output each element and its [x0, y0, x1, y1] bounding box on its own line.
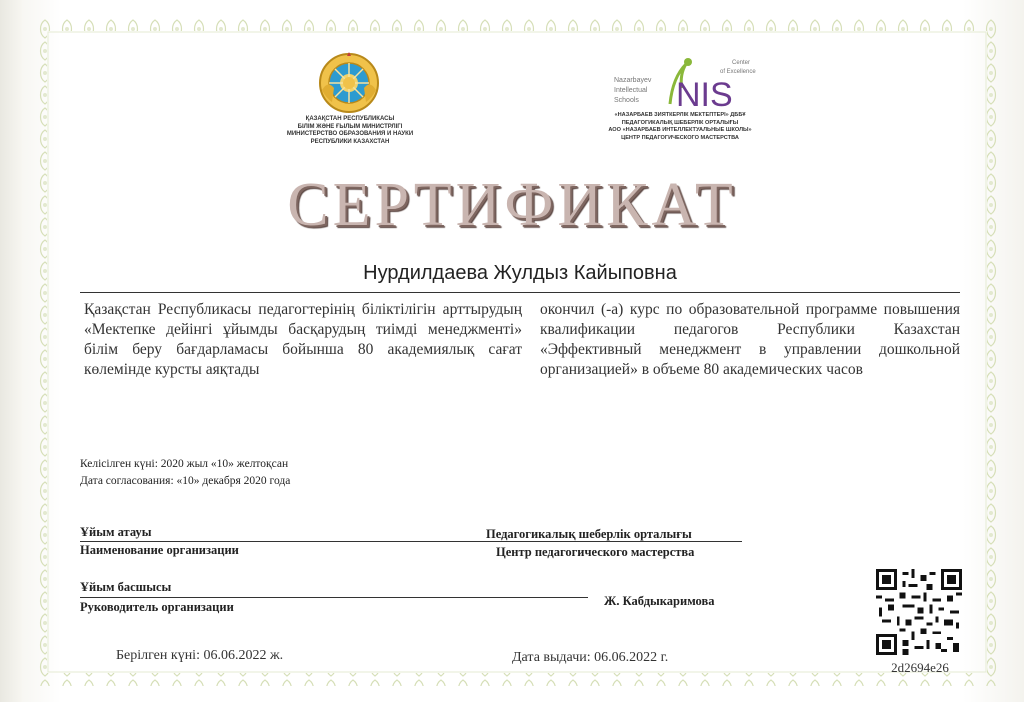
issue-date-kz: Берілген күні: 06.06.2022 ж. — [116, 648, 284, 663]
paper-edge — [0, 0, 22, 702]
ministry-line: МИНИСТЕРСТВО ОБРАЗОВАНИЯ И НАУКИ — [286, 131, 414, 137]
kazakhstan-emblem-icon — [318, 52, 380, 114]
issue-date-ru: Дата выдачи: 06.06.2022 г. — [512, 650, 669, 665]
nis-logo-big-text: NIS — [676, 76, 733, 112]
nis-center-text: Center — [732, 60, 751, 66]
qr-code-icon — [876, 569, 962, 655]
organization-value-ru: Центр педагогического мастерства — [496, 545, 695, 559]
organization-label-ru: Наименование организации — [80, 543, 239, 557]
organization-value-kz: Педагогикалық шеберлік орталығы — [486, 527, 692, 541]
ministry-line: РЕСПУБЛИКИ КАЗАХСТАН — [310, 138, 390, 145]
ministry-line: ҚАЗАҚСТАН РЕСПУБЛИКАСЫ — [305, 116, 395, 122]
ministry-line: БІЛІМ ЖӘНЕ ҒЫЛЫМ МИНИСТРЛІГІ — [297, 123, 403, 130]
ministry-caption — [270, 116, 430, 146]
nis-caption-line: ПЕДАГОГИКАЛЫҚ ШЕБЕРЛІК ОРТАЛЫҒЫ — [621, 119, 739, 126]
course-text-ru: окончил (-а) курс по образовательной программе повышения квалификации педагогов Республики Казахстан «Эффективный менеджмент в управлении дошкольной организацией» в объеме 80 академических часов — [540, 301, 960, 378]
verification-code: 2d2694e26 — [891, 660, 949, 675]
nis-logo — [612, 54, 762, 112]
head-signature-name: Ж. Кабдыкаримова — [604, 594, 715, 608]
agreement-date-kz: Келісілген күні: 2020 жыл «10» желтоқсан — [80, 458, 289, 470]
nis-caption — [600, 112, 760, 142]
nis-caption-line: «НАЗАРБАЕВ ЗИЯТКЕРЛІК МЕКТЕПТЕРІ» ДББҰ — [614, 112, 746, 118]
organization-label-kz: Ұйым атауы — [80, 525, 152, 539]
certificate-title: СЕРТИФИКАТ — [287, 171, 737, 239]
nis-center-text: of Excellence — [720, 69, 756, 75]
nis-logo-small-text: Nazarbayev — [614, 77, 652, 84]
course-text-kz: Қазақстан Республикасы педагогтерінің біліктілігін арттырудың «Мектепке дейінгі ұйымды басқарудың тиімді менеджменті» білім беру бағдарламасы бойынша 80 академиялық сағат көлемінде курсты аяқтады — [84, 301, 522, 378]
head-label-kz: Ұйым басшысы — [80, 580, 172, 594]
nis-logo-small-text: Schools — [614, 97, 639, 104]
head-line — [80, 597, 588, 598]
organization-line — [80, 541, 742, 542]
recipient-name: Нурдилдаева Жулдыз Кайыповна — [363, 262, 677, 284]
nis-caption-line: АОО «НАЗАРБАЕВ ИНТЕЛЛЕКТУАЛЬНЫЕ ШКОЛЫ» — [608, 127, 752, 133]
nis-caption-line: ЦЕНТР ПЕДАГОГИЧЕСКОГО МАСТЕРСТВА — [621, 134, 739, 141]
head-label-ru: Руководитель организации — [80, 600, 234, 614]
agreement-date-ru: Дата согласования: «10» декабря 2020 года — [80, 475, 291, 487]
nis-logo-small-text: Intellectual — [614, 87, 648, 94]
recipient-underline — [80, 292, 960, 293]
